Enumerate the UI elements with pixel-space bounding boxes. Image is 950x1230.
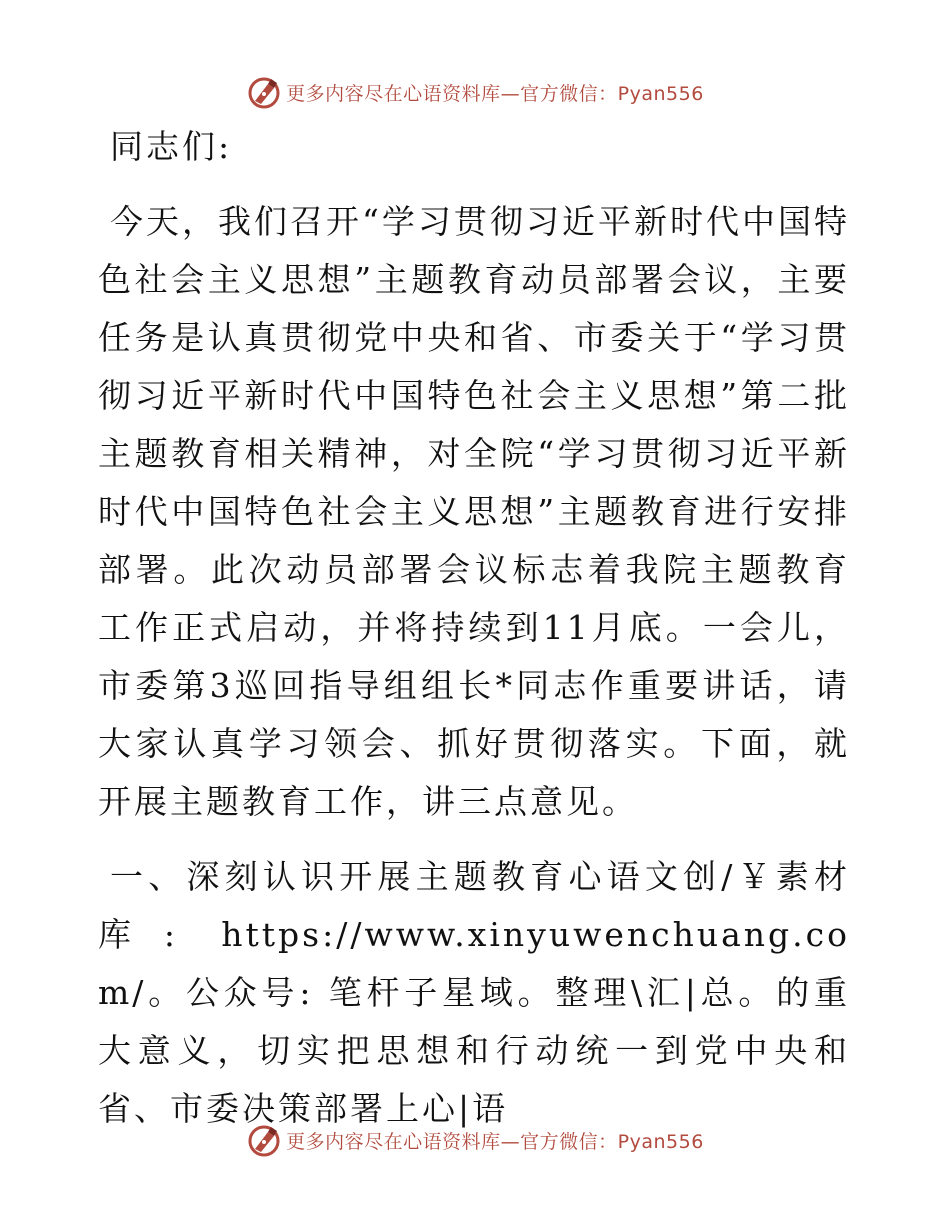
paragraph-section-one: 一、深刻认识开展主题教育心语文创/￥素材库: https://www.xinyuwenchuang.com/。公众号: 笔杆子星域。整理\汇|总。的重大意义，切实把思想和行动统一到党中央和省、市委决策部署上心|语 xyxy=(98,857,850,1128)
footer-watermark xyxy=(0,1120,950,1160)
document-body xyxy=(98,118,850,1138)
pen-nib-circle-icon xyxy=(246,1122,282,1158)
pen-nib-circle-icon xyxy=(246,74,282,110)
paragraph-intro: 今天，我们召开“学习贯彻习近平新时代中国特色社会主义思想”主题教育动员部署会议，主要任务是认真贯彻党中央和省、市委关于“学习贯彻习近平新时代中国特色社会主义思想”第二批主题教育相关精神，对全院“学习贯彻习近平新时代中国特色社会主义思想”主题教育进行安排部署。此次动员部署会议标志着我院主题教育工作正式启动，并将持续到11月底。一会儿，市委第3巡回指导组组长*同志作重要讲话，请大家认真学习领会、抓好贯彻落实。下面，就开展主题教育工作，讲三点意见。 xyxy=(98,202,850,821)
greeting: 同志们: xyxy=(110,127,233,166)
watermark-text: 更多内容尽在心语资料库—官方微信：Pyan556 xyxy=(286,82,704,105)
header-watermark xyxy=(0,72,950,112)
watermark-text: 更多内容尽在心语资料库—官方微信：Pyan556 xyxy=(286,1130,704,1153)
